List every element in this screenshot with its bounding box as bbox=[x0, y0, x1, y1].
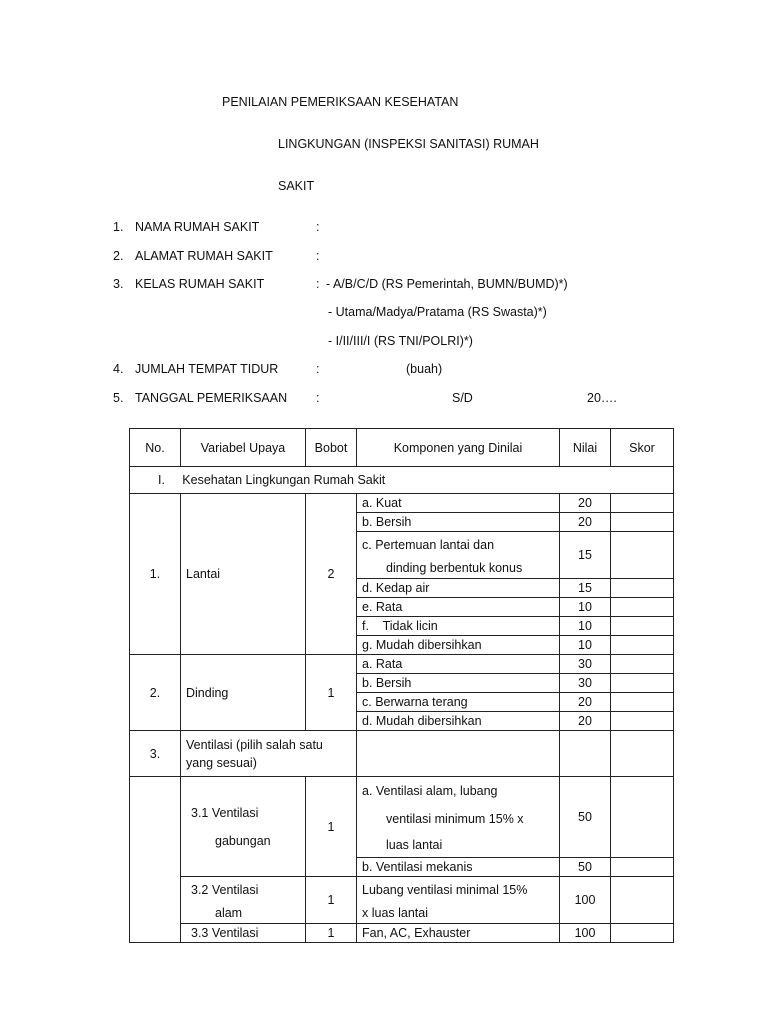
skor-cell[interactable] bbox=[611, 924, 674, 943]
komponen-cell: Fan, AC, Exhauster bbox=[357, 924, 560, 943]
skor-cell[interactable] bbox=[611, 598, 674, 617]
komponen-cell: a. Kuat bbox=[357, 494, 560, 513]
skor-cell[interactable] bbox=[611, 636, 674, 655]
table-header-row bbox=[130, 429, 674, 467]
lantai-no: 1. bbox=[130, 494, 181, 655]
table-row bbox=[130, 877, 674, 924]
table-row bbox=[130, 777, 674, 858]
section-row bbox=[130, 467, 674, 494]
ventilasi-sub-no bbox=[130, 777, 181, 943]
komponen-cell: b. Ventilasi mekanis bbox=[357, 858, 560, 877]
komponen-cell: e. Rata bbox=[357, 598, 560, 617]
skor-cell[interactable] bbox=[611, 513, 674, 532]
header-no: No. bbox=[130, 429, 181, 467]
header-skor: Skor bbox=[611, 429, 674, 467]
field-4-number: 4. bbox=[113, 362, 124, 376]
field-5-label: TANGGAL PEMERIKSAAN bbox=[135, 391, 288, 405]
ventilasi-32-line: alam bbox=[215, 906, 243, 920]
header-nilai: Nilai bbox=[560, 429, 611, 467]
nilai-cell: 10 bbox=[560, 617, 611, 636]
komponen-line: x luas lantai bbox=[362, 906, 429, 920]
header-komponen: Komponen yang Dinilai bbox=[357, 429, 560, 467]
dinding-variabel: Dinding bbox=[181, 655, 306, 731]
field-4-label: JUMLAH TEMPAT TIDUR bbox=[135, 362, 279, 376]
tanggal-sd: S/D bbox=[452, 391, 473, 405]
lantai-bobot: 2 bbox=[306, 494, 357, 655]
field-5-colon: : bbox=[316, 391, 320, 405]
ventilasi-variabel-line: yang sesuai) bbox=[186, 755, 257, 770]
skor-cell[interactable] bbox=[611, 579, 674, 598]
komponen-cell bbox=[357, 532, 560, 579]
nilai-cell: 10 bbox=[560, 598, 611, 617]
komponen-cell: c. Berwarna terang bbox=[357, 693, 560, 712]
komponen-cell bbox=[357, 731, 560, 777]
title-line-3: SAKIT bbox=[278, 179, 315, 193]
komponen-line: luas lantai bbox=[386, 838, 443, 852]
ventilasi-31-line: 3.1 Ventilasi bbox=[191, 805, 259, 820]
skor-cell[interactable] bbox=[611, 693, 674, 712]
nilai-cell: 30 bbox=[560, 674, 611, 693]
komponen-cell: b. Bersih bbox=[357, 513, 560, 532]
ventilasi-variabel-line: Ventilasi (pilih salah satu bbox=[186, 737, 323, 752]
field-5-number: 5. bbox=[113, 391, 124, 405]
table-row bbox=[130, 924, 674, 943]
ventilasi-32-bobot: 1 bbox=[306, 877, 357, 924]
ventilasi-32-label bbox=[181, 877, 306, 924]
nilai-cell bbox=[560, 731, 611, 777]
nilai-cell: 100 bbox=[560, 877, 611, 924]
header-bobot: Bobot bbox=[306, 429, 357, 467]
kelas-option-1: - A/B/C/D (RS Pemerintah, BUMN/BUMD)*) bbox=[326, 277, 568, 291]
field-3-label: KELAS RUMAH SAKIT bbox=[135, 277, 265, 291]
nilai-cell: 50 bbox=[560, 858, 611, 877]
field-1-colon: : bbox=[316, 220, 320, 234]
dinding-bobot: 1 bbox=[306, 655, 357, 731]
skor-cell[interactable] bbox=[611, 674, 674, 693]
skor-cell[interactable] bbox=[611, 858, 674, 877]
nilai-cell: 20 bbox=[560, 712, 611, 731]
komponen-line: Lubang ventilasi minimal 15% bbox=[362, 883, 528, 897]
nilai-cell: 50 bbox=[560, 777, 611, 858]
komponen-cell bbox=[357, 777, 560, 858]
komponen-cell: f. Tidak licin bbox=[357, 617, 560, 636]
field-4-colon: : bbox=[316, 362, 320, 376]
jumlah-unit: (buah) bbox=[406, 362, 443, 376]
nilai-cell: 15 bbox=[560, 532, 611, 579]
skor-cell[interactable] bbox=[611, 494, 674, 513]
ventilasi-variabel bbox=[181, 731, 357, 777]
nilai-cell: 15 bbox=[560, 579, 611, 598]
nilai-cell: 10 bbox=[560, 636, 611, 655]
table-row bbox=[130, 494, 674, 513]
lantai-variabel: Lantai bbox=[181, 494, 306, 655]
skor-cell[interactable] bbox=[611, 532, 674, 579]
ventilasi-33-bobot: 1 bbox=[306, 924, 357, 943]
komponen-cell: b. Bersih bbox=[357, 674, 560, 693]
ventilasi-no: 3. bbox=[130, 731, 181, 777]
field-1-number: 1. bbox=[113, 220, 124, 234]
komponen-cell: g. Mudah dibersihkan bbox=[357, 636, 560, 655]
komponen-cell bbox=[357, 877, 560, 924]
nilai-cell: 20 bbox=[560, 693, 611, 712]
komponen-line: a. Ventilasi alam, lubang bbox=[362, 784, 498, 798]
title-line-1: PENILAIAN PEMERIKSAAN KESEHATAN bbox=[222, 95, 459, 109]
assessment-table bbox=[129, 428, 674, 943]
header-variabel: Variabel Upaya bbox=[181, 429, 306, 467]
skor-cell[interactable] bbox=[611, 617, 674, 636]
komponen-line: dinding berbentuk konus bbox=[386, 561, 523, 575]
ventilasi-32-line: 3.2 Ventilasi bbox=[191, 883, 259, 897]
skor-cell[interactable] bbox=[611, 712, 674, 731]
ventilasi-33-label: 3.3 Ventilasi bbox=[181, 924, 306, 943]
skor-cell[interactable] bbox=[611, 877, 674, 924]
field-3-number: 3. bbox=[113, 277, 124, 291]
tanggal-year: 20…. bbox=[587, 391, 617, 405]
field-3-colon: : bbox=[316, 277, 320, 291]
nilai-cell: 30 bbox=[560, 655, 611, 674]
nilai-cell: 100 bbox=[560, 924, 611, 943]
title-line-2: LINGKUNGAN (INSPEKSI SANITASI) RUMAH bbox=[278, 137, 539, 151]
kelas-option-2: - Utama/Madya/Pratama (RS Swasta)*) bbox=[328, 305, 547, 319]
komponen-line: ventilasi minimum 15% x bbox=[386, 812, 524, 826]
section-title: I. Kesehatan Lingkungan Rumah Sakit bbox=[130, 467, 674, 494]
skor-cell[interactable] bbox=[611, 731, 674, 777]
ventilasi-31-label bbox=[181, 777, 306, 877]
skor-cell[interactable] bbox=[611, 777, 674, 858]
dinding-no: 2. bbox=[130, 655, 181, 731]
field-1-label: NAMA RUMAH SAKIT bbox=[135, 220, 260, 234]
komponen-cell: d. Mudah dibersihkan bbox=[357, 712, 560, 731]
field-2-colon: : bbox=[316, 249, 320, 263]
table-row bbox=[130, 731, 674, 777]
komponen-cell: a. Rata bbox=[357, 655, 560, 674]
komponen-line: c. Pertemuan lantai dan bbox=[362, 538, 495, 552]
kelas-option-3: - I/II/III/I (RS TNI/POLRI)*) bbox=[328, 334, 473, 348]
field-2-number: 2. bbox=[113, 249, 124, 263]
nilai-cell: 20 bbox=[560, 494, 611, 513]
skor-cell[interactable] bbox=[611, 655, 674, 674]
ventilasi-31-line: gabungan bbox=[215, 833, 271, 848]
ventilasi-31-bobot: 1 bbox=[306, 777, 357, 877]
komponen-cell: d. Kedap air bbox=[357, 579, 560, 598]
field-2-label: ALAMAT RUMAH SAKIT bbox=[135, 249, 273, 263]
table-row bbox=[130, 655, 674, 674]
nilai-cell: 20 bbox=[560, 513, 611, 532]
